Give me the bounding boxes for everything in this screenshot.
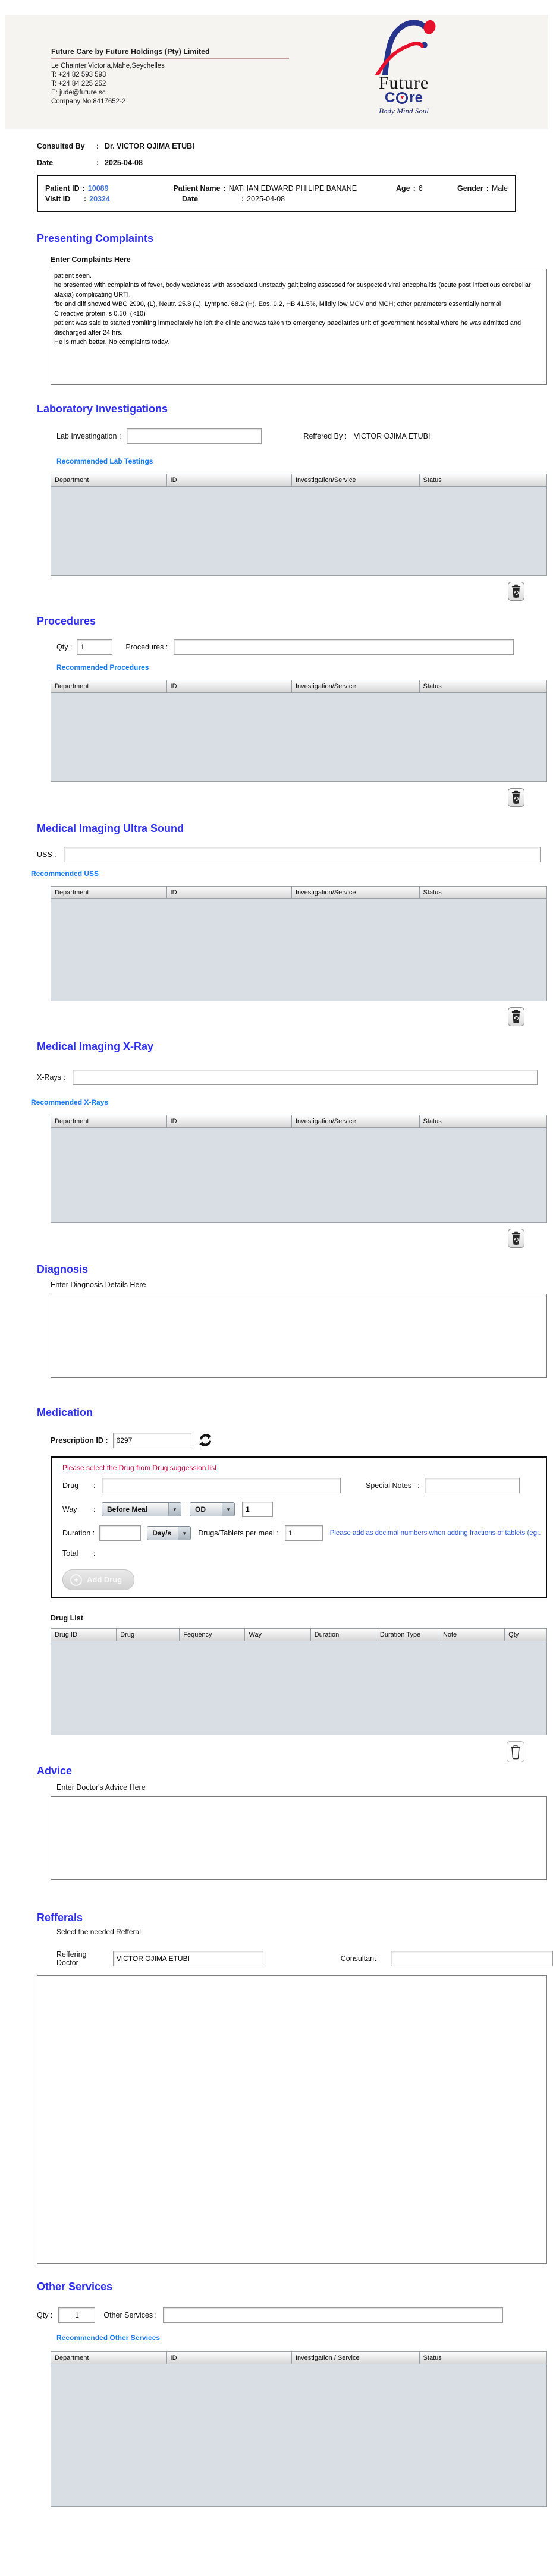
other-col-department: Department bbox=[51, 2351, 166, 2364]
diagnosis-textarea[interactable] bbox=[51, 1294, 547, 1378]
uss-clear-button[interactable] bbox=[508, 1007, 524, 1026]
drug-list-table bbox=[51, 1628, 547, 1735]
advice-textarea[interactable] bbox=[51, 1796, 547, 1880]
per-meal-label: Drugs/Tablets per meal : bbox=[198, 1529, 279, 1537]
patient-info-box: Patient ID : 10089 Patient Name : NATHAN EDWARD PHILIPE BANANE Age : 6 Gender : Male Visit ID : 20324 Date : 2025-04-08 bbox=[37, 175, 516, 212]
refferals-section bbox=[0, 1912, 553, 2264]
separator: : bbox=[96, 142, 99, 150]
drug-col-duration-type: Duration Type bbox=[376, 1628, 439, 1641]
other-services-input[interactable] bbox=[163, 2307, 503, 2323]
trash-outline-icon bbox=[510, 1744, 521, 1760]
procedures-qty-input[interactable] bbox=[77, 639, 112, 655]
referred-by-label: Reffered By : bbox=[303, 432, 347, 440]
refresh-icon bbox=[197, 1432, 213, 1448]
other-qty-input[interactable] bbox=[58, 2307, 95, 2323]
drug-col-qty: Qty bbox=[504, 1628, 547, 1641]
logo-care-re: re bbox=[409, 90, 423, 106]
other-col-status: Status bbox=[419, 2351, 547, 2364]
other-col-id: ID bbox=[166, 2351, 291, 2364]
uss-input[interactable] bbox=[64, 847, 541, 862]
procedures-input[interactable] bbox=[174, 639, 514, 655]
trash-recycle-icon bbox=[511, 790, 521, 805]
procedures-input-label: Procedures : bbox=[125, 643, 168, 651]
drug-list-label: Drug List bbox=[51, 1614, 83, 1622]
special-notes-label: Special Notes bbox=[366, 1481, 412, 1490]
recommended-procedures-label: Recommended Procedures bbox=[56, 663, 149, 671]
consult-info bbox=[37, 142, 553, 167]
uss-table-body bbox=[51, 899, 547, 1001]
consult-date-value: 2025-04-08 bbox=[105, 159, 143, 167]
consultant-label: Consultant bbox=[340, 1954, 376, 1963]
visit-id-value: 20324 bbox=[89, 195, 110, 203]
plus-icon: + bbox=[70, 1574, 82, 1586]
company-name: Future Care by Future Holdings (Pty) Limited bbox=[51, 48, 289, 59]
trash-recycle-icon bbox=[511, 1231, 521, 1246]
uss-label: USS : bbox=[37, 850, 56, 859]
way-qty-input[interactable] bbox=[242, 1502, 273, 1517]
company-address: Le Chainter,Victoria,Mahe,Seychelles bbox=[51, 62, 165, 70]
frequency-value: OD bbox=[195, 1505, 206, 1514]
presenting-complaints-section bbox=[0, 232, 553, 385]
letterhead bbox=[5, 15, 548, 129]
laboratory-section bbox=[0, 403, 553, 601]
uss-table bbox=[51, 886, 547, 1001]
drug-label: Drug bbox=[62, 1481, 79, 1490]
logo-tagline: Body Mind Soul bbox=[379, 106, 429, 115]
chevron-down-icon: ▼ bbox=[178, 1527, 190, 1540]
drug-entry-panel: Please select the Drug from Drug suggession list Drug : Special Notes : Way : Before Meal ▼ OD ▼ 1 Duration : Day/s ▼ Drugs/Tablets per meal : 1 Please add as decimal numbers when adding fractions of tablets (eg:. Total : + Add Drug bbox=[51, 1456, 547, 1598]
prescription-id-input[interactable] bbox=[113, 1433, 191, 1448]
drug-suggestion-note: Please select the Drug from Drug suggession list bbox=[62, 1464, 217, 1472]
xray-table-body bbox=[51, 1128, 547, 1223]
gender-value: Male bbox=[491, 184, 508, 193]
xray-col-service: Investigation/Service bbox=[291, 1115, 419, 1128]
ultrasound-section bbox=[0, 822, 553, 1026]
logo-heart-icon: ♥ bbox=[396, 92, 408, 104]
procedures-table bbox=[51, 680, 547, 782]
future-care-logo bbox=[347, 17, 460, 116]
xrays-label: X-Rays : bbox=[37, 1073, 65, 1082]
recommended-uss-label: Recommended USS bbox=[31, 869, 99, 878]
proc-col-service: Investigation/Service bbox=[291, 680, 419, 693]
uss-col-id: ID bbox=[166, 886, 291, 899]
logo-word-future: Future bbox=[378, 73, 429, 93]
duration-unit-value: Day/s bbox=[152, 1529, 172, 1537]
complaints-textarea[interactable] bbox=[51, 269, 547, 385]
lab-col-department: Department bbox=[51, 474, 166, 487]
other-col-service: Investigation / Service bbox=[291, 2351, 419, 2364]
lab-table bbox=[51, 474, 547, 576]
visit-date-label: Date bbox=[182, 195, 199, 203]
ultrasound-title: Medical Imaging Ultra Sound bbox=[37, 822, 184, 834]
other-services-title: Other Services bbox=[37, 2281, 113, 2293]
patient-name-label: Patient Name bbox=[173, 184, 221, 193]
recommended-other-services-label: Recommended Other Services bbox=[56, 2334, 161, 2342]
xray-section bbox=[0, 1041, 553, 1248]
company-email: E: jude@future.sc bbox=[51, 89, 106, 96]
refferals-title: Refferals bbox=[37, 1912, 83, 1924]
laboratory-title: Laboratory Investigations bbox=[37, 403, 168, 415]
reffering-doctor-label: Reffering Doctor bbox=[56, 1950, 87, 1967]
refresh-prescription-button[interactable] bbox=[197, 1432, 213, 1448]
lab-investigation-label: Lab Investingation : bbox=[56, 432, 121, 440]
lab-investigation-input[interactable] bbox=[127, 428, 262, 444]
drug-list-clear-button[interactable] bbox=[507, 1741, 524, 1762]
company-phone-1: T: +24 82 593 593 bbox=[51, 71, 106, 78]
drug-input[interactable] bbox=[102, 1478, 341, 1493]
lab-col-id: ID bbox=[166, 474, 291, 487]
procedures-title: Procedures bbox=[37, 615, 96, 627]
reffering-doctor-input[interactable] bbox=[113, 1951, 263, 1966]
consulted-by-label: Consulted By bbox=[37, 142, 85, 150]
other-services-input-label: Other Services : bbox=[103, 2311, 158, 2319]
consulted-by-value: Dr. VICTOR OJIMA ETUBI bbox=[105, 142, 194, 150]
recommended-lab-testings-label: Recommended Lab Testings bbox=[56, 457, 153, 465]
xray-col-department: Department bbox=[51, 1115, 166, 1128]
diagnosis-title: Diagnosis bbox=[37, 1263, 89, 1275]
logo-care-c: C bbox=[384, 90, 395, 106]
special-notes-input[interactable] bbox=[425, 1478, 520, 1493]
advice-label: Enter Doctor's Advice Here bbox=[56, 1783, 146, 1792]
frequency-select[interactable] bbox=[190, 1502, 235, 1516]
proc-col-id: ID bbox=[166, 680, 291, 693]
prescription-id-label: Prescription ID : bbox=[51, 1436, 108, 1445]
other-services-section bbox=[0, 2281, 553, 2507]
age-label: Age bbox=[395, 184, 410, 193]
consult-date-label: Date bbox=[37, 159, 54, 167]
company-phone-2: T: +24 84 225 252 bbox=[51, 80, 106, 87]
recommended-xrays-label: Recommended X-Rays bbox=[31, 1098, 109, 1106]
lab-table-body bbox=[51, 487, 547, 576]
advice-title: Advice bbox=[37, 1765, 73, 1777]
logo-word-care bbox=[347, 91, 460, 105]
referred-by-value: VICTOR OJIMA ETUBI bbox=[354, 432, 431, 440]
duration-label: Duration : bbox=[62, 1529, 95, 1537]
drug-list-table-body bbox=[51, 1641, 547, 1735]
add-drug-button[interactable] bbox=[62, 1569, 134, 1590]
complaints-label: Enter Complaints Here bbox=[51, 256, 131, 264]
company-number: Company No.8417652-2 bbox=[51, 98, 126, 105]
separator: : bbox=[96, 159, 99, 167]
proc-col-status: Status bbox=[419, 680, 547, 693]
chevron-down-icon: ▼ bbox=[168, 1503, 181, 1516]
lab-col-service: Investigation/Service bbox=[291, 474, 419, 487]
visit-id-label: Visit ID bbox=[45, 195, 71, 203]
duration-unit-select[interactable] bbox=[147, 1526, 191, 1540]
uss-col-department: Department bbox=[51, 886, 166, 899]
uss-col-service: Investigation/Service bbox=[291, 886, 419, 899]
chevron-down-icon: ▼ bbox=[222, 1503, 234, 1516]
lab-clear-button[interactable] bbox=[508, 582, 524, 601]
medication-title: Medication bbox=[37, 1407, 93, 1418]
drug-col-note: Note bbox=[439, 1628, 504, 1641]
other-services-table-body bbox=[51, 2364, 547, 2507]
procedures-qty-label: Qty : bbox=[56, 643, 73, 651]
drug-col-duration: Duration bbox=[310, 1628, 376, 1641]
other-qty-label: Qty : bbox=[37, 2311, 53, 2319]
procedures-clear-button[interactable] bbox=[508, 788, 524, 807]
trash-recycle-icon bbox=[511, 1010, 521, 1024]
per-meal-input[interactable] bbox=[285, 1525, 323, 1541]
xray-title: Medical Imaging X-Ray bbox=[37, 1041, 154, 1052]
medication-section bbox=[0, 1407, 553, 1762]
advice-section bbox=[0, 1765, 553, 1880]
patient-id-label: Patient ID bbox=[45, 184, 80, 193]
other-services-table bbox=[51, 2351, 547, 2507]
visit-date-value: 2025-04-08 bbox=[247, 195, 285, 203]
drug-col-drug: Drug bbox=[116, 1628, 179, 1641]
age-value: 6 bbox=[418, 184, 423, 193]
fraction-note: Please add as decimal numbers when adding fractions of tablets (eg:. bbox=[329, 1530, 541, 1537]
duration-input[interactable] bbox=[99, 1525, 141, 1541]
procedures-table-body bbox=[51, 693, 547, 782]
diagnosis-label: Enter Diagnosis Details Here bbox=[51, 1281, 146, 1289]
patient-name-value: NATHAN EDWARD PHILIPE BANANE bbox=[228, 184, 357, 193]
gender-label: Gender bbox=[457, 184, 483, 193]
xray-col-status: Status bbox=[419, 1115, 547, 1128]
trash-recycle-icon bbox=[511, 584, 521, 598]
meal-timing-select[interactable] bbox=[102, 1502, 181, 1516]
xray-table bbox=[51, 1115, 547, 1223]
diagnosis-section bbox=[0, 1263, 553, 1378]
proc-col-department: Department bbox=[51, 680, 166, 693]
refferal-list-box[interactable] bbox=[37, 1975, 547, 2264]
future-care-logo-icon bbox=[368, 17, 439, 75]
total-label: Total bbox=[62, 1549, 78, 1557]
consultant-input[interactable] bbox=[391, 1951, 553, 1966]
xray-col-id: ID bbox=[166, 1115, 291, 1128]
uss-col-status: Status bbox=[419, 886, 547, 899]
drug-col-frequency: Fequency bbox=[179, 1628, 244, 1641]
xray-clear-button[interactable] bbox=[508, 1229, 524, 1248]
xrays-input[interactable] bbox=[73, 1070, 538, 1085]
patient-id-value: 10089 bbox=[87, 184, 109, 193]
drug-col-way: Way bbox=[244, 1628, 310, 1641]
meal-timing-value: Before Meal bbox=[107, 1505, 148, 1514]
procedures-section bbox=[0, 615, 553, 807]
add-drug-label: Add Drug bbox=[87, 1575, 122, 1584]
lab-col-status: Status bbox=[419, 474, 547, 487]
way-label: Way bbox=[62, 1505, 77, 1514]
presenting-complaints-title: Presenting Complaints bbox=[37, 232, 154, 244]
drug-col-id: Drug ID bbox=[51, 1628, 116, 1641]
refferal-subtitle: Select the needed Refferal bbox=[56, 1928, 141, 1936]
